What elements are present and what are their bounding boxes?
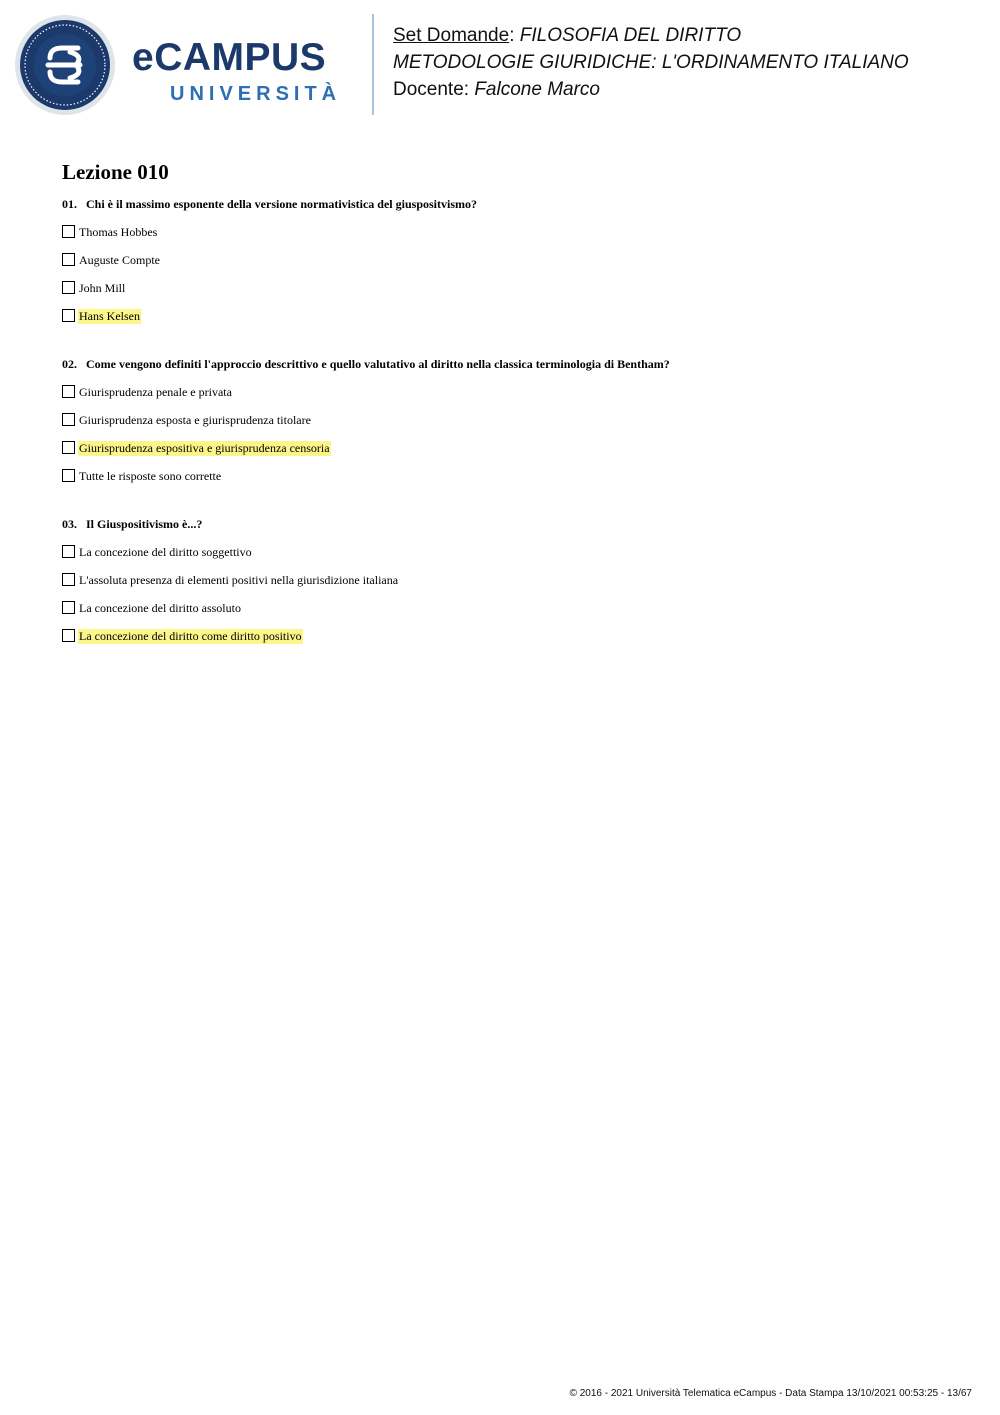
page-footer: © 2016 - 2021 Università Telematica eCampus - Data Stampa 13/10/2021 00:53:25 - 13/67 <box>569 1388 972 1399</box>
logo-sub-text: UNIVERSITÀ <box>170 83 342 105</box>
question-text <box>62 197 962 212</box>
question-number: 03. <box>62 517 77 531</box>
quiz-content <box>62 160 962 677</box>
question-number: 01. <box>62 197 77 211</box>
module-line <box>393 49 909 76</box>
question-01 <box>62 197 962 337</box>
answer-option[interactable] <box>62 281 962 309</box>
answer-label: Giurisprudenza esposta e giurisprudenza titolare <box>79 413 311 427</box>
set-info <box>393 22 909 103</box>
answer-label: La concezione del diritto soggettivo <box>79 545 252 559</box>
answer-option[interactable] <box>62 601 962 629</box>
page-header <box>0 0 1000 125</box>
answer-checkbox[interactable] <box>62 441 75 454</box>
answer-label: La concezione del diritto assoluto <box>79 601 241 615</box>
lesson-title: Lezione 010 <box>62 160 169 184</box>
answer-label-correct: Giurisprudenza espositiva e giurisprudenza censoria <box>79 441 330 455</box>
answer-checkbox[interactable] <box>62 573 75 586</box>
answer-checkbox[interactable] <box>62 545 75 558</box>
answer-checkbox[interactable] <box>62 469 75 482</box>
answer-checkbox[interactable] <box>62 225 75 238</box>
answer-option[interactable] <box>62 545 962 573</box>
answer-checkbox[interactable] <box>62 629 75 642</box>
header-divider <box>372 14 374 115</box>
question-text <box>62 357 962 372</box>
answer-checkbox[interactable] <box>62 601 75 614</box>
module-name: METODOLOGIE GIURIDICHE: L'ORDINAMENTO ITALIANO <box>393 52 909 73</box>
question-03 <box>62 517 962 657</box>
answer-label: L'assoluta presenza di elementi positivi nella giurisdizione italiana <box>79 573 399 587</box>
set-label: Set Domande <box>393 25 510 46</box>
question-02 <box>62 357 962 497</box>
answer-label: Auguste Compte <box>79 253 160 267</box>
set-line <box>393 22 909 49</box>
question-number: 02. <box>62 357 77 371</box>
answer-checkbox[interactable] <box>62 281 75 294</box>
logo-brand-text: eCAMPUS <box>132 36 327 79</box>
answer-label: John Mill <box>79 281 126 295</box>
set-separator: : <box>509 25 520 46</box>
answer-label: Thomas Hobbes <box>79 225 158 239</box>
answer-label-correct: Hans Kelsen <box>79 309 140 323</box>
ecampus-seal-logo <box>14 14 116 116</box>
teacher-name: Falcone Marco <box>474 79 600 100</box>
answer-label: Tutte le risposte sono corrette <box>79 469 222 483</box>
answer-checkbox[interactable] <box>62 413 75 426</box>
answer-checkbox[interactable] <box>62 253 75 266</box>
teacher-label: Docente: <box>393 79 475 100</box>
question-body: Chi è il massimo esponente della versione normativistica del giuspositvismo? <box>86 197 477 211</box>
answer-option[interactable] <box>62 441 962 469</box>
answer-option[interactable] <box>62 253 962 281</box>
answer-option[interactable] <box>62 629 962 657</box>
question-body: Come vengono definiti l'approccio descrittivo e quello valutativo al diritto nella classica terminologia di Bentham? <box>86 357 670 371</box>
answer-option[interactable] <box>62 309 962 337</box>
answer-option[interactable] <box>62 573 962 601</box>
answer-label-correct: La concezione del diritto come diritto positivo <box>79 629 302 643</box>
answer-checkbox[interactable] <box>62 385 75 398</box>
ecampus-wordmark <box>132 36 357 112</box>
question-body: Il Giuspositivismo è...? <box>86 517 203 531</box>
question-text <box>62 517 962 532</box>
answer-option[interactable] <box>62 385 962 413</box>
teacher-line <box>393 76 909 103</box>
answer-option[interactable] <box>62 413 962 441</box>
answer-option[interactable] <box>62 225 962 253</box>
answer-option[interactable] <box>62 469 962 497</box>
answer-label: Giurisprudenza penale e privata <box>79 385 232 399</box>
answer-checkbox[interactable] <box>62 309 75 322</box>
course-name: FILOSOFIA DEL DIRITTO <box>519 25 742 46</box>
